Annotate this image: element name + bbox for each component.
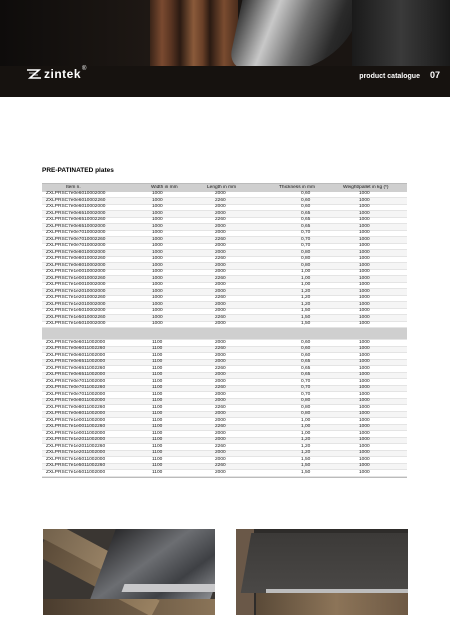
cell-thickness: 0,80 (301, 411, 311, 416)
cell-thickness: 0,60 (301, 346, 311, 351)
cell-width: 1000 (152, 197, 163, 203)
header-banner (0, 0, 450, 97)
table-group-separator (42, 328, 407, 340)
cell-item: ZXLPRSC7e0e7011002260 (46, 385, 106, 390)
cell-thickness: 0,80 (301, 249, 311, 255)
table-group-1000 (42, 192, 407, 329)
cell-length: 2000 (215, 223, 226, 229)
cell-width: 1000 (152, 217, 163, 222)
cell-weight: 1000 (359, 288, 370, 294)
cell-length: 2260 (215, 295, 226, 300)
cell-item: ZXLPRSC7e1e5010002000 (46, 321, 106, 326)
cell-item: ZXLPRSC7e0e6010002000 (46, 191, 106, 196)
cell-item: ZXLPRSC7e0e6011002000 (46, 352, 106, 358)
column-header-width: Width in mm (151, 184, 178, 190)
cell-width: 1000 (152, 223, 163, 229)
cell-item: ZXLPRSC7e1e2010002260 (46, 295, 106, 300)
cell-length: 2000 (215, 301, 226, 307)
cell-width: 1000 (152, 275, 163, 281)
cell-width: 1000 (152, 308, 163, 313)
cell-width: 1000 (152, 314, 163, 320)
cell-width: 1000 (152, 243, 163, 248)
cell-thickness: 0,70 (301, 378, 311, 384)
cell-width: 1100 (152, 456, 163, 462)
cell-thickness: 1,50 (301, 321, 311, 326)
cell-thickness: 1,00 (301, 417, 311, 423)
cell-weight: 1000 (359, 282, 370, 287)
cell-item: ZXLPRSC7e0e8010002260 (46, 256, 106, 261)
cell-width: 1100 (152, 339, 163, 345)
cell-thickness: 1,00 (301, 424, 311, 429)
cell-item: ZXLPRSC7e0e6511002000 (46, 359, 106, 364)
cell-thickness: 1,00 (301, 430, 311, 436)
cell-weight: 1000 (359, 365, 370, 371)
cell-width: 1000 (152, 249, 163, 255)
cell-item: ZXLPRSC7e0e8010002000 (46, 249, 106, 255)
cell-length: 2000 (215, 210, 226, 216)
cell-weight: 1000 (359, 210, 370, 216)
cell-width: 1000 (152, 191, 163, 196)
cell-item: ZXLPRSC7e0e6511002260 (46, 365, 106, 371)
cell-weight: 1000 (359, 204, 370, 209)
cell-width: 1100 (152, 424, 163, 429)
column-header-item: Item n. (66, 184, 81, 190)
cell-width: 1100 (152, 346, 163, 351)
cell-width: 1000 (152, 301, 163, 307)
cell-width: 1000 (152, 204, 163, 209)
cell-weight: 1000 (359, 469, 370, 475)
cell-width: 1100 (152, 359, 163, 364)
cell-length: 2000 (215, 262, 226, 268)
cell-thickness: 0,60 (301, 197, 311, 203)
cell-weight: 1000 (359, 314, 370, 320)
cell-length: 2000 (215, 411, 226, 416)
pallet-photo-right (236, 529, 408, 615)
banner-background (0, 0, 150, 66)
cell-item: ZXLPRSC7e1e5010002260 (46, 314, 106, 320)
cell-weight: 1000 (359, 217, 370, 222)
cell-item: ZXLPRSC7e0e6510002260 (46, 217, 106, 222)
cell-weight: 1000 (359, 230, 370, 235)
cell-width: 1000 (152, 210, 163, 216)
cell-thickness: 0,70 (301, 243, 311, 248)
cell-weight: 1000 (359, 385, 370, 390)
cell-thickness: 1,20 (301, 301, 311, 307)
cell-item: ZXLPRSC7e1e5011002260 (46, 463, 106, 468)
column-header-weight: Weight/pallet in kg (*) (343, 184, 389, 190)
catalogue-label: product catalogue (359, 73, 420, 80)
cell-width: 1100 (152, 469, 163, 475)
cell-thickness: 1,50 (301, 314, 311, 320)
cell-length: 2000 (215, 204, 226, 209)
cell-item: ZXLPRSC7e0e7010002000 (46, 230, 106, 235)
cell-width: 1000 (152, 321, 163, 326)
cell-item: ZXLPRSC7e0e7011002000 (46, 378, 106, 384)
cell-weight: 1000 (359, 352, 370, 358)
cell-length: 2000 (215, 378, 226, 384)
cell-length: 2000 (215, 282, 226, 287)
cell-weight: 1000 (359, 191, 370, 196)
cell-item: ZXLPRSC7e0e6010002000 (46, 204, 106, 209)
cell-length: 2000 (215, 398, 226, 403)
cell-width: 1000 (152, 236, 163, 242)
cell-length: 2000 (215, 391, 226, 397)
cell-length: 2000 (215, 456, 226, 462)
cell-weight: 1000 (359, 275, 370, 281)
registered-mark: ® (82, 66, 87, 72)
cell-item: ZXLPRSC7e1e0011002260 (46, 424, 106, 429)
cell-length: 2000 (215, 339, 226, 345)
column-header-length: Length in mm (207, 184, 237, 190)
cell-length: 2260 (215, 197, 226, 203)
cell-thickness: 1,50 (301, 308, 311, 313)
product-table (42, 183, 407, 478)
cell-width: 1100 (152, 378, 163, 384)
cell-thickness: 0,80 (301, 398, 311, 403)
cell-weight: 1000 (359, 197, 370, 203)
brand-logo (26, 66, 86, 82)
cell-item: ZXLPRSC7e1e0011002000 (46, 430, 106, 436)
section-title: PRE-PATINATED plates (42, 167, 114, 174)
cell-width: 1100 (152, 443, 163, 449)
cell-thickness: 0,65 (301, 359, 311, 364)
cell-width: 1100 (152, 372, 163, 377)
cell-length: 2000 (215, 352, 226, 358)
cell-length: 2260 (215, 236, 226, 242)
cell-length: 2000 (215, 230, 226, 235)
cell-width: 1000 (152, 282, 163, 287)
cell-length: 2000 (215, 450, 226, 455)
cell-width: 1100 (152, 430, 163, 436)
cell-length: 2000 (215, 288, 226, 294)
page-number: 07 (429, 70, 440, 80)
cell-thickness: 0,60 (301, 352, 311, 358)
cell-weight: 1000 (359, 308, 370, 313)
cell-thickness: 1,00 (301, 275, 311, 281)
cell-item: ZXLPRSC7e1e2011002260 (46, 443, 106, 449)
cell-length: 2000 (215, 191, 226, 196)
cell-width: 1100 (152, 437, 163, 442)
cell-weight: 1000 (359, 243, 370, 248)
cell-weight: 1000 (359, 424, 370, 429)
cell-weight: 1000 (359, 378, 370, 384)
copper-sheet-image (150, 0, 180, 66)
cell-weight: 1000 (359, 398, 370, 403)
cell-weight: 1000 (359, 295, 370, 300)
cell-weight: 1000 (359, 372, 370, 377)
cell-width: 1100 (152, 398, 163, 403)
cell-weight: 1000 (359, 450, 370, 455)
cell-length: 2260 (215, 314, 226, 320)
cell-thickness: 0,60 (301, 339, 311, 345)
cell-width: 1000 (152, 230, 163, 235)
cell-item: ZXLPRSC7e0e6510002000 (46, 210, 106, 216)
cell-weight: 1000 (359, 269, 370, 274)
cell-width: 1000 (152, 269, 163, 274)
pallet-photo-left (43, 529, 215, 615)
cell-width: 1100 (152, 463, 163, 468)
cell-item: ZXLPRSC7e1e0010002260 (46, 275, 106, 281)
table-row (42, 470, 407, 477)
cell-length: 2260 (215, 346, 226, 351)
brand-name: zintek (44, 67, 82, 81)
cell-width: 1100 (152, 450, 163, 455)
cell-weight: 1000 (359, 404, 370, 410)
cell-width: 1100 (152, 417, 163, 423)
cell-length: 2000 (215, 437, 226, 442)
cell-thickness: 1,20 (301, 437, 311, 442)
cell-weight: 1000 (359, 236, 370, 242)
cell-length: 2000 (215, 269, 226, 274)
cell-thickness: 1,50 (301, 469, 311, 475)
cell-length: 2000 (215, 249, 226, 255)
cell-length: 2000 (215, 417, 226, 423)
cell-length: 2260 (215, 385, 226, 390)
cell-item: ZXLPRSC7e1e5011002000 (46, 469, 106, 475)
cell-thickness: 1,00 (301, 269, 311, 274)
cell-thickness: 1,20 (301, 450, 311, 455)
cell-weight: 1000 (359, 262, 370, 268)
cell-length: 2260 (215, 217, 226, 222)
cell-thickness: 1,50 (301, 456, 311, 462)
cell-thickness: 0,65 (301, 210, 311, 216)
cell-weight: 1000 (359, 301, 370, 307)
cell-length: 2000 (215, 430, 226, 436)
cell-item: ZXLPRSC7e0e6011002260 (46, 346, 106, 351)
cell-item: ZXLPRSC7e1e2010002000 (46, 301, 106, 307)
cell-item: ZXLPRSC7e1e5010002000 (46, 308, 106, 313)
cell-item: ZXLPRSC7e1e2011002000 (46, 437, 106, 442)
cell-thickness: 0,70 (301, 391, 311, 397)
cell-thickness: 0,80 (301, 262, 311, 268)
cell-length: 2000 (215, 308, 226, 313)
cell-weight: 1000 (359, 443, 370, 449)
cell-length: 2260 (215, 424, 226, 429)
cell-thickness: 0,65 (301, 372, 311, 377)
cell-weight: 1000 (359, 391, 370, 397)
cell-thickness: 0,70 (301, 230, 311, 235)
cell-thickness: 1,20 (301, 288, 311, 294)
cell-weight: 1000 (359, 256, 370, 261)
cell-thickness: 0,65 (301, 365, 311, 371)
cell-weight: 1000 (359, 463, 370, 468)
cell-length: 2000 (215, 243, 226, 248)
cell-weight: 1000 (359, 339, 370, 345)
cell-item: ZXLPRSC7e0e8010002000 (46, 262, 106, 268)
zintek-logo-icon (26, 68, 42, 80)
cell-length: 2260 (215, 463, 226, 468)
cell-item: ZXLPRSC7e1e0011002000 (46, 417, 106, 423)
copper-sheet-image (180, 0, 210, 66)
cell-item: ZXLPRSC7e1e2010002000 (46, 288, 106, 294)
cell-weight: 1000 (359, 456, 370, 462)
cell-width: 1100 (152, 352, 163, 358)
cell-length: 2260 (215, 256, 226, 261)
cell-item: ZXLPRSC7e0e6510002000 (46, 223, 106, 229)
cell-length: 2260 (215, 443, 226, 449)
cell-item: ZXLPRSC7e1e5011002000 (46, 456, 106, 462)
cell-thickness: 0,80 (301, 256, 311, 261)
cell-thickness: 0,60 (301, 204, 311, 209)
zinc-roll-image (227, 0, 364, 70)
cell-width: 1000 (152, 288, 163, 294)
cell-width: 1000 (152, 295, 163, 300)
table-group-1100 (42, 340, 407, 477)
cell-length: 2000 (215, 372, 226, 377)
cell-item: ZXLPRSC7e0e7011002000 (46, 391, 106, 397)
cell-weight: 1000 (359, 321, 370, 326)
cell-thickness: 0,60 (301, 191, 311, 196)
cell-item: ZXLPRSC7e1e2011002000 (46, 450, 106, 455)
cell-length: 2260 (215, 404, 226, 410)
cell-item: ZXLPRSC7e0e8011002000 (46, 398, 106, 403)
cell-thickness: 0,65 (301, 223, 311, 229)
cell-length: 2260 (215, 365, 226, 371)
cell-weight: 1000 (359, 249, 370, 255)
cell-weight: 1000 (359, 346, 370, 351)
column-header-thickness: Thickness in mm (279, 184, 315, 190)
zinc-sheet-image (352, 0, 450, 66)
cell-weight: 1000 (359, 411, 370, 416)
cell-item: ZXLPRSC7e0e7010002260 (46, 236, 106, 242)
cell-item: ZXLPRSC7e0e8011002000 (46, 411, 106, 416)
cell-item: ZXLPRSC7e0e7010002000 (46, 243, 106, 248)
cell-width: 1000 (152, 262, 163, 268)
cell-width: 1100 (152, 385, 163, 390)
cell-item: ZXLPRSC7e0e6010002260 (46, 197, 106, 203)
cell-thickness: 0,65 (301, 217, 311, 222)
cell-length: 2000 (215, 469, 226, 475)
cell-length: 2000 (215, 359, 226, 364)
cell-weight: 1000 (359, 437, 370, 442)
cell-thickness: 0,70 (301, 236, 311, 242)
cell-item: ZXLPRSC7e1e0010002000 (46, 282, 106, 287)
cell-width: 1000 (152, 256, 163, 261)
cell-width: 1100 (152, 404, 163, 410)
cell-length: 2000 (215, 321, 226, 326)
cell-item: ZXLPRSC7e0e8011002260 (46, 404, 106, 410)
cell-length: 2260 (215, 275, 226, 281)
table-row (42, 322, 407, 329)
cell-thickness: 0,70 (301, 385, 311, 390)
cell-thickness: 1,20 (301, 443, 311, 449)
cell-weight: 1000 (359, 359, 370, 364)
cell-thickness: 0,80 (301, 404, 311, 410)
cell-width: 1100 (152, 365, 163, 371)
cell-thickness: 1,50 (301, 463, 311, 468)
cell-weight: 1000 (359, 223, 370, 229)
cell-weight: 1000 (359, 417, 370, 423)
cell-width: 1100 (152, 411, 163, 416)
catalogue-heading (359, 70, 440, 80)
cell-item: ZXLPRSC7e1e0010002000 (46, 269, 106, 274)
cell-thickness: 1,00 (301, 282, 311, 287)
cell-item: ZXLPRSC7e0e6011002000 (46, 339, 106, 345)
cell-item: ZXLPRSC7e0e6511002000 (46, 372, 106, 377)
cell-width: 1100 (152, 391, 163, 397)
cell-thickness: 1,20 (301, 295, 311, 300)
cell-weight: 1000 (359, 430, 370, 436)
